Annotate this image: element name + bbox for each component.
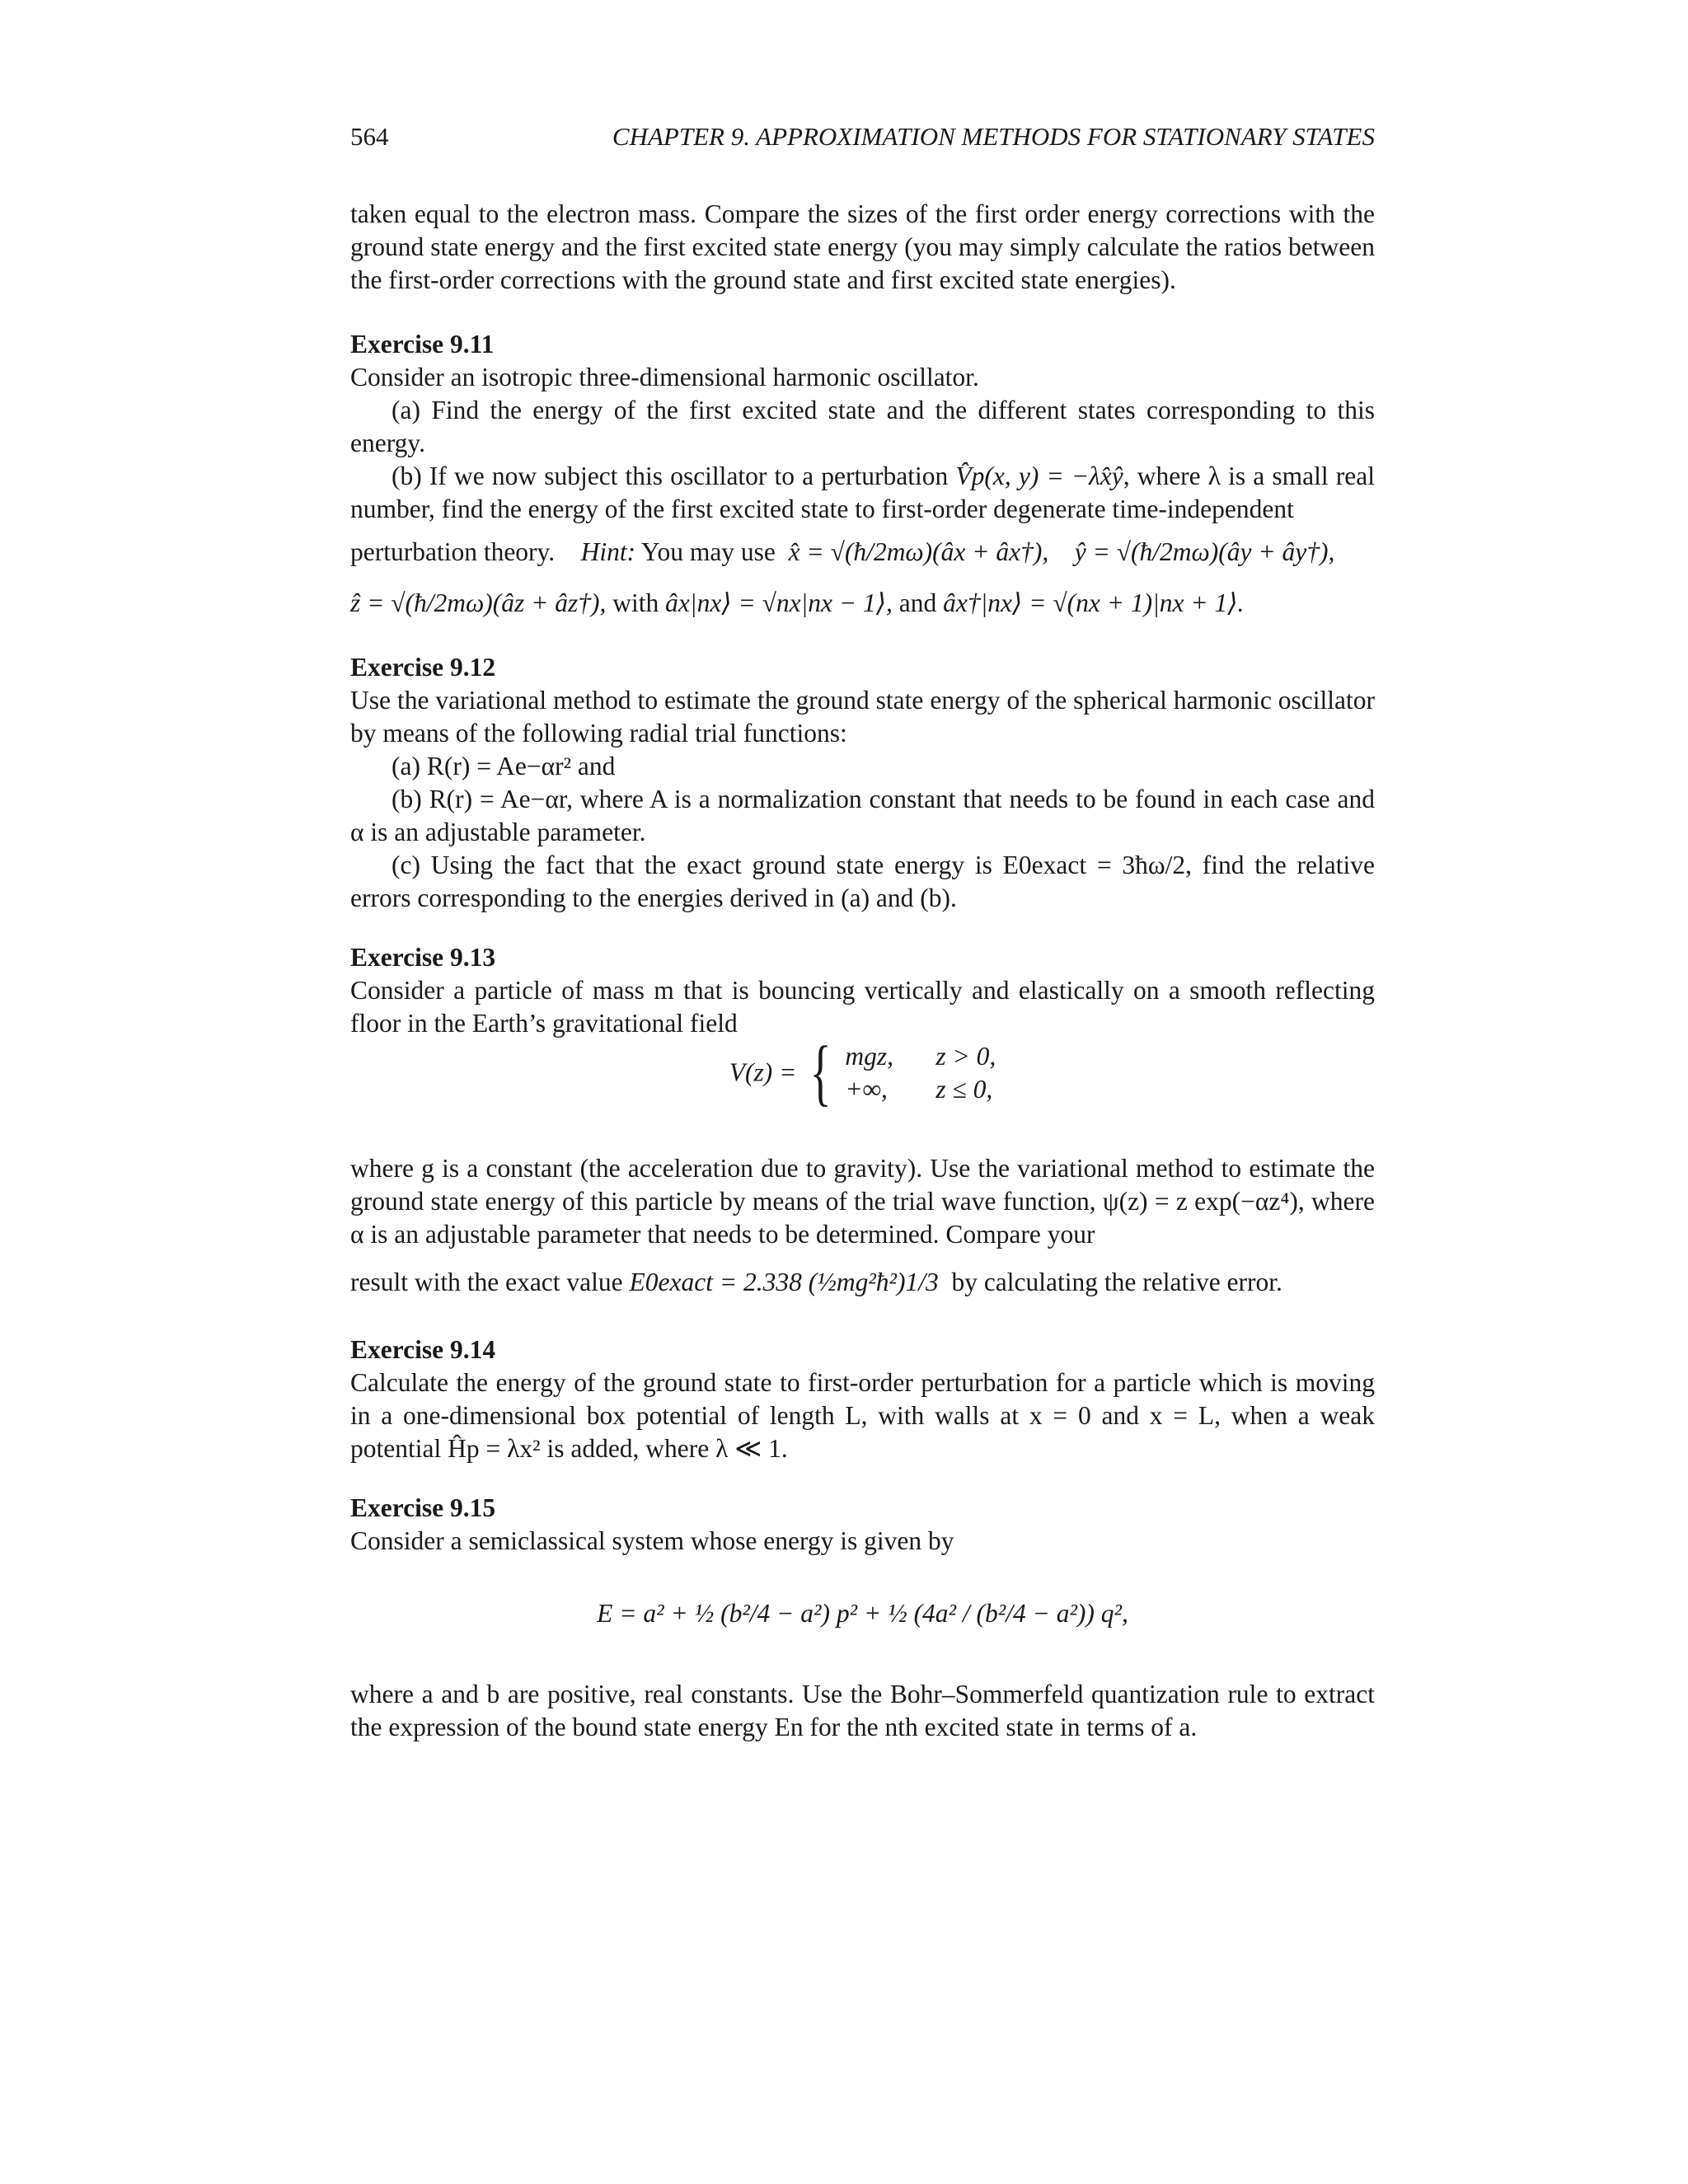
exercise-9-15-body: where a and b are positive, real constants. Use the Bohr–Sommerfeld quantization rule to extract the expression of the bound state energy En for the nth excited state in terms of a. bbox=[350, 1680, 1375, 1741]
exercise-9-12-part-c: (c) Using the fact that the exact ground state energy is E0exact = 3ħω/2, find the relative errors corresponding to the energies derived in (a) and (b). bbox=[350, 851, 1375, 912]
case-2-condition: z ≤ 0, bbox=[935, 1074, 993, 1104]
part-b-text-1: (b) If we now subject this oscillator to a perturbation bbox=[392, 462, 949, 490]
hint-text: You may use bbox=[640, 537, 776, 566]
exercise-9-12-intro: Use the variational method to estimate the ground state energy of the spherical harmonic oscillator by means of the following radial trial functions: bbox=[350, 686, 1375, 748]
exercise-9-14-heading: Exercise 9.14 bbox=[350, 1335, 496, 1364]
hint-label: Hint: bbox=[580, 537, 636, 566]
exercise-9-15-intro: Consider a semiclassical system whose energy is given by bbox=[350, 1526, 954, 1555]
lowering-operator-equation: âx|nx⟩ = √nx|nx − 1⟩, bbox=[665, 588, 893, 617]
z-operator-equation: ẑ = √(ħ/2mω)(âz + âz†), bbox=[350, 588, 607, 617]
exercise-9-11-part-a: (a) Find the energy of the first excited state and the different states corresponding to this energy. bbox=[350, 396, 1375, 457]
hint-line-1 bbox=[350, 536, 1375, 569]
part-b-text-2: , where λ is a small real number, find the energy of the first excited state to first-order degenerate time-independent bbox=[350, 462, 1375, 523]
page-number: 564 bbox=[350, 122, 389, 151]
case-1-value: mgz, bbox=[845, 1041, 893, 1071]
exercise-9-12-part-b: (b) R(r) = Ae−αr, where A is a normalization constant that needs to be found in each case and α is an adjustable parameter. bbox=[350, 785, 1375, 846]
intro-paragraph: taken equal to the electron mass. Compare the sizes of the first order energy corrections with the ground state energy and the first excited state energy (you may simply calculate the ratios between the first-order corrections with the ground state and first excited state energies). bbox=[350, 199, 1375, 294]
exercise-9-11-intro: Consider an isotropic three-dimensional harmonic oscillator. bbox=[350, 363, 979, 391]
case-2-value: +∞, bbox=[845, 1074, 888, 1104]
exercise-9-11-part-b bbox=[350, 460, 1375, 526]
exercise-9-13-intro: Consider a particle of mass m that is bouncing vertically and elastically on a smooth reflecting floor in the Earth’s gravitational field bbox=[350, 976, 1375, 1038]
exercise-9-13-exact-line bbox=[350, 1266, 1375, 1299]
exercise-9-11-heading: Exercise 9.11 bbox=[350, 330, 495, 359]
exercise-9-12-part-a: (a) R(r) = Ae−αr² and bbox=[392, 752, 616, 780]
potential-lhs: V(z) = bbox=[729, 1057, 797, 1087]
case-row-2 bbox=[845, 1073, 996, 1106]
hint-line-2 bbox=[350, 587, 1375, 620]
hint-prefix: perturbation theory. bbox=[350, 537, 556, 566]
perturbation-equation: V̂p(x, y) = −λx̂ŷ bbox=[955, 462, 1123, 490]
chapter-title: CHAPTER 9. APPROXIMATION METHODS FOR STATIONARY STATES bbox=[612, 122, 1375, 151]
exercise-9-13-heading: Exercise 9.13 bbox=[350, 943, 496, 972]
energy-equation bbox=[350, 1589, 1375, 1638]
exercise-9-12-heading: Exercise 9.12 bbox=[350, 653, 496, 682]
case-row-1 bbox=[845, 1040, 996, 1073]
exact-value-prefix: result with the exact value bbox=[350, 1268, 623, 1296]
case-brace: { bbox=[809, 1032, 832, 1113]
exercise-9-13-body: where g is a constant (the acceleration due to gravity). Use the variational method to estimate the ground state energy of this particle by means of the trial wave function, ψ(z) = z exp(−αz⁴), where α is an adjustable parameter that needs to be determined. Compare your bbox=[350, 1154, 1375, 1249]
cases bbox=[845, 1040, 996, 1106]
y-operator-equation: ŷ = √(ħ/2mω)(ây + ây†), bbox=[1074, 537, 1335, 566]
exact-energy-equation: E0exact = 2.338 (½mg²ħ²)1/3 bbox=[629, 1268, 939, 1296]
x-operator-equation: x̂ = √(ħ/2mω)(âx + âx†), bbox=[788, 537, 1049, 566]
running-head bbox=[350, 122, 1375, 162]
exercise-9-15-heading: Exercise 9.15 bbox=[350, 1493, 496, 1522]
with-word: with bbox=[612, 588, 659, 617]
potential-equation bbox=[350, 1030, 1375, 1115]
exercise-9-14-body: Calculate the energy of the ground state to first-order perturbation for a particle which is moving in a one-dimensional box potential of length L, with walls at x = 0 and x = L, when a weak potential Ĥp = λx² is added, where λ ≪ 1. bbox=[350, 1368, 1375, 1463]
case-1-condition: z > 0, bbox=[935, 1041, 996, 1071]
and-word: and bbox=[898, 588, 937, 617]
exact-value-suffix: by calculating the relative error. bbox=[951, 1268, 1282, 1296]
raising-operator-equation: âx†|nx⟩ = √(nx + 1)|nx + 1⟩. bbox=[943, 588, 1245, 617]
energy-equation-text: E = a² + ½ (b²/4 − a²) p² + ½ (4a² / (b²/4 − a²)) q², bbox=[597, 1599, 1128, 1628]
